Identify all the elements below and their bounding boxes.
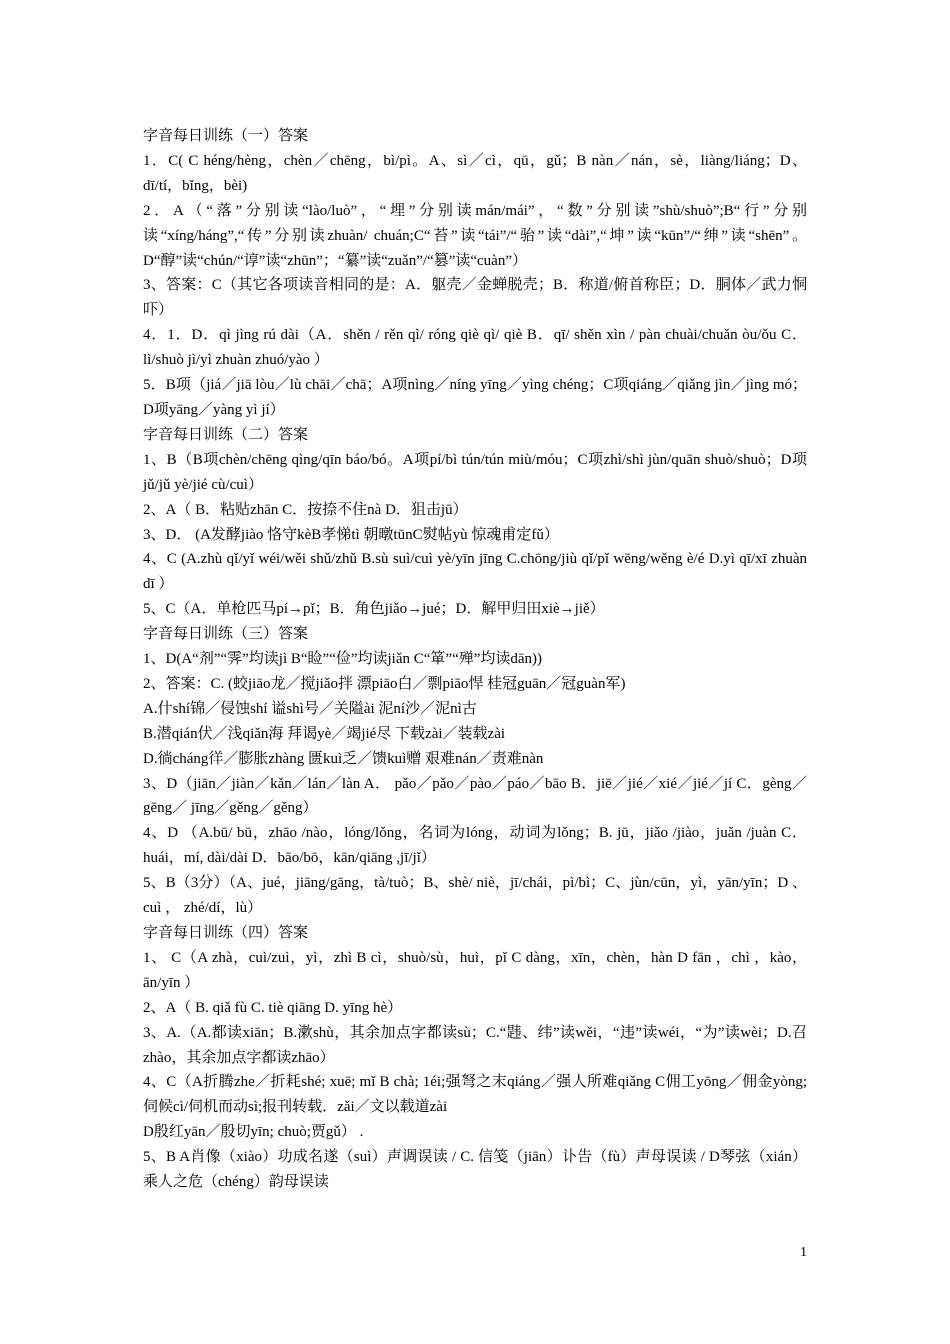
answer-paragraph: 3、A.（A.都读xiān；B.漱shù，其余加点字都读sù；C.“韪、纬”读wěi，“违”读wéi，“为”读wèi；D.召zhào，其余加点字都读zhāo） [143, 1024, 807, 1066]
section-heading: 字音每日训练（三）答案 [143, 626, 309, 643]
answer-paragraph: B.潜qián伏／浅qiǎn海 拜谒yè／竭jié尽 下载zài／装载zài [143, 725, 506, 742]
answer-paragraph: 4、C（A折腾zhe／折耗shé; xuē; mǐ B chà; 1éi;强弩之末qiáng／强人所难qiǎng C佣工yōng／佣金yòng;伺候cì/伺机而动sì;报刊转载．zǎi／文以载道zài [143, 1074, 807, 1116]
answer-paragraph: D.徜cháng徉／膨胀zhàng 匮kuì乏／馈kuì赠 艰难nán／责难nàn [143, 750, 544, 767]
answer-paragraph: 5、C（A．单枪匹马pí→pǐ；B．角色jiǎo→jué；D．解甲归田xiè→jiě） [143, 601, 605, 618]
answer-paragraph: 1、D(A“剂”“霁”均读jì B“睑”“俭”均读jiǎn C“箪”“殚”均读dān)) [143, 651, 543, 668]
answer-paragraph: 5、B A肖像（xiào）功成名遂（suì）声调误读 / C. 信笺（jiān）讣告（fù）声母误读 / D琴弦（xián）乘人之危（chéng）韵母误读 [143, 1149, 807, 1191]
answer-section-2 [143, 423, 807, 622]
answer-paragraph: 4、C (A.zhù qǐ/yǐ wéi/wěi shǔ/zhǔ B.sù suì/cuì yè/yīn jīng C.chōng/jiù qǐ/pǐ wēng/wěng è/é D.yì qī/xī zhuàn dī ） [143, 551, 807, 593]
answer-section-3 [143, 622, 807, 921]
answer-paragraph: 1、 C（A zhà，cuì/zuì，yì，zhì B cì，shuò/sù，huì，pǐ C dàng，xīn，chèn，hàn D fān ，chì ，kào，ān/yīn ） [143, 949, 807, 991]
answer-paragraph: 2、A（ B．粘贴zhān C．按捺不住nà D．狙击jū） [143, 501, 468, 518]
answer-paragraph: A.什shí锦／侵蚀shí 谥shì号／关隘ài 泥ní沙／泥nì古 [143, 700, 477, 717]
answer-paragraph: 5．B项（jiá／jiā lòu／lù chāi／chā；A项nìng／níng yīng／yìng chéng；C项qiáng／qiǎng jìn／jìng mó； D项yāng／yàng yì jí） [143, 377, 807, 418]
answer-paragraph: 3、答案：C（其它各项读音相同的是：A．躯壳／金蝉脱壳；B．称道/俯首称臣；D．胴体／武力恫吓） [143, 277, 807, 319]
answer-paragraph: D殷红yān／殷切yīn; chuò;贾gǔ） . [143, 1124, 364, 1141]
answer-paragraph: 2、A（ B. qiǎ fù C. tiè qiāng D. yīng hè） [143, 999, 403, 1016]
answer-section-1 [143, 124, 807, 423]
page-number: 1 [800, 1245, 807, 1260]
answer-paragraph: 4．1．D．qì jìng rú dài（A．shěn / rěn qì/ róng qiè qì/ qiè B．qī/ shěn xìn / pàn chuài/chuǎn òu/ǒu C．lì/shuò jì/yì zhuàn zhuó/yào ） [143, 327, 807, 369]
answer-paragraph: 1．C( C héng/hèng，chèn／chēng，bì/pì。A、sì／cì，qū，gǔ；B nàn／nán，sè，liàng/liáng；D、dī/tí，bǐng，bèi) [143, 152, 807, 194]
answer-section-4 [143, 921, 807, 1195]
section-heading: 字音每日训练（二）答案 [143, 426, 309, 443]
answer-paragraph: 3、D（jiān／jiàn／kǎn／lán／làn A． pǎo／pǎo／pào／páo／bāo B．jiē／jié／xié／jié／jí C．gèng／gēng／ jīng／gěng／gěng） [143, 775, 807, 817]
answer-paragraph: 3、D． (A发酵jiào 恪守kèB孝悌tì 朝暾tūnC熨帖yù 惊魂甫定fǔ） [143, 526, 559, 543]
answer-paragraph: 4、D （A.bū/ bū，zhāo /nào，lóng/lǒng，名词为lóng，动词为lǒng；B. jū，jiǎo /jiào，juǎn /juàn C．huái，mí, dài/dài D．bāo/bō，kān/qiāng ,jī/jǐ） [143, 825, 807, 867]
answer-paragraph: 1、B（B项chèn/chēng qìng/qīn báo/bó。A项pí/bì tún/tún miù/móu；C项zhì/shì jùn/quān shuò/shuò；D项jǔ/jǔ yè/jié cù/cuì） [143, 451, 807, 493]
document-body [143, 124, 807, 1195]
section-heading: 字音每日训练（一）答案 [143, 128, 309, 144]
answer-paragraph: 5、B（3分）（A、jué，jiāng/gāng，tà/tuò；B、shè/ niè，jī/chái，pì/bì；C、jùn/cūn，yì，yān/yīn；D 、cuì ， zhé/dí，lù） [143, 875, 807, 917]
section-heading: 字音每日训练（四）答案 [143, 925, 309, 941]
answer-paragraph: 2．A（“落”分别读“lào/luò”，“埋”分别读mán/mái”，“数”分别读”shù/shuò”;B“行”分别读“xíng/háng”,“传”分别读zhuàn/ chuán;C“苔”读“tái”/“骀”读“dài”,“坤”读“kūn”/“绅”读“shēn”。D“醇”读“chún/“谆”读“zhūn”；“纂”读“zuǎn”/“篡”读“cuàn”） [143, 202, 807, 269]
answer-paragraph: 2、答案：C. (蛟jiāo龙／搅jiǎo拌 漂piāo白／剽piāo悍 桂冠guān／冠guàn军) [143, 675, 626, 692]
